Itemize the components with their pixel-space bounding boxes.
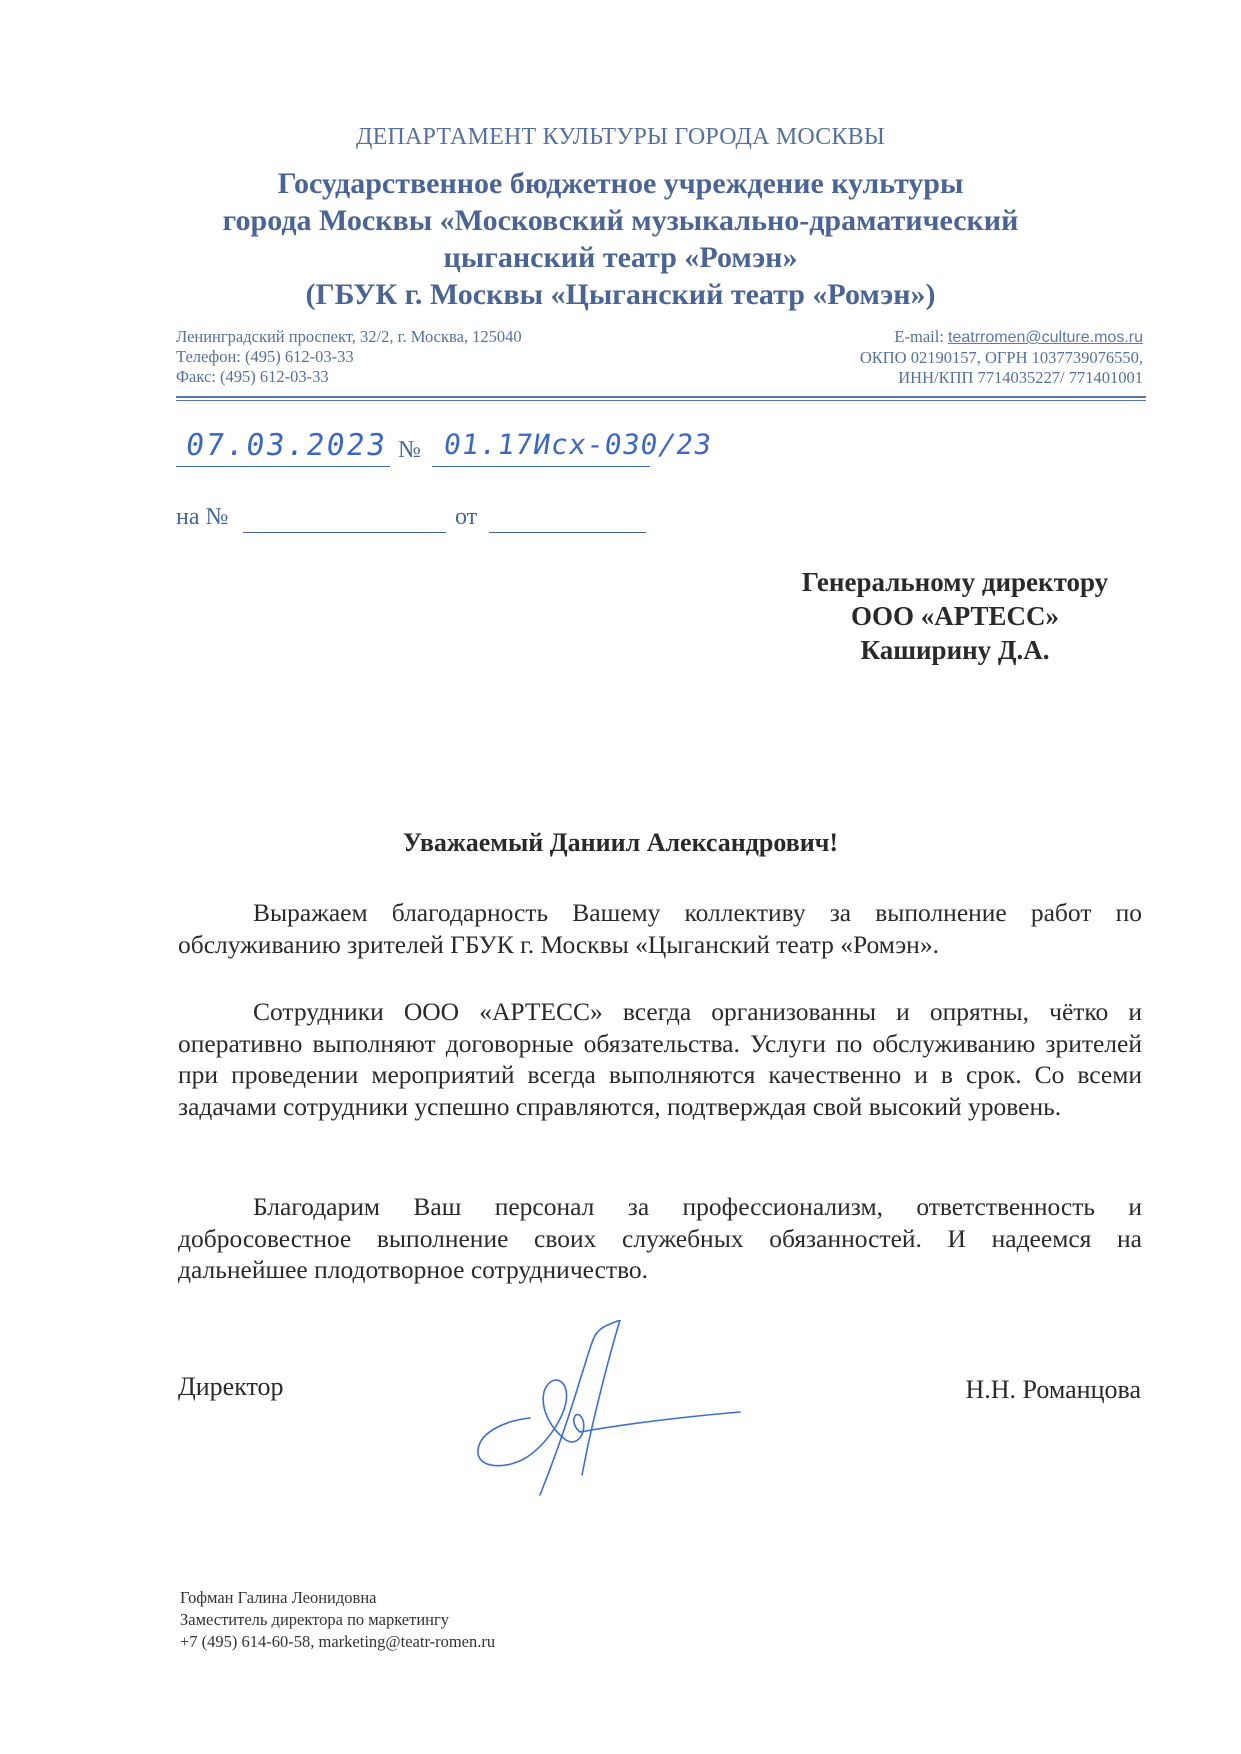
reference-number-blank [243,532,446,533]
contact-name: Гофман Галина Леонидовна [180,1588,377,1607]
organization-line: Государственное бюджетное учреждение культуры [277,167,964,200]
organization-line: города Москвы «Московский музыкально-драматический [222,204,1019,237]
body-paragraph: Благодарим Ваш персонал за профессионализм, ответственность и добросовестное выполнение своих служебных обязанностей. И надеемся на дальнейшее плодотворное сотрудничество. [178,1192,1142,1284]
reference-date-label: от [455,504,478,530]
fax: Факс: (495) 612-03-33 [176,367,329,386]
addressee-line: ООО «АРТЕСС» [850,601,1060,631]
signatory-title: Директор [178,1372,284,1401]
address: Ленинградский проспект, 32/2, г. Москва, 125040 [176,327,522,346]
greeting: Уважаемый Даниил Александрович! [402,828,839,857]
addressee-line: Каширину Д.А. [860,635,1050,665]
addressee-block [720,565,1190,667]
email-row [860,327,1143,348]
registration-date: 07.03.2023 [183,428,390,463]
contact-footer [180,1587,495,1653]
registration-number-label: № [398,437,421,463]
inn-kpp: ИНН/КПП 7714035227/ 771401001 [898,368,1143,387]
organization-line: (ГБУК г. Москвы «Цыганский театр «Ромэн») [305,278,936,311]
contacts-right [860,327,1143,388]
phone: Телефон: (495) 612-03-33 [176,347,354,366]
contacts-left [176,327,522,387]
organization-line: цыганский театр «Ромэн» [443,241,798,274]
department-name: ДЕПАРТАМЕНТ КУЛЬТУРЫ ГОРОДА МОСКВЫ [356,124,885,150]
letterhead-divider [176,396,1146,398]
registration-date-underline [176,466,390,467]
reference-date-blank [489,532,646,533]
reference-number-label: на № [176,504,229,530]
body-paragraph: Сотрудники ООО «АРТЕСС» всегда организованны и опрятны, чётко и оперативно выполняют договорные обязательства. Услуги по обслуживанию зрителей при проведении мероприятий всегда выполняются качественно и в срок. Со всеми задачами сотрудники успешно справляются, подтверждая свой высокий уровень. [178,997,1142,1121]
signatory-name: Н.Н. Романцова [965,1375,1141,1404]
registration-number: 01.17Исх-030/23 [441,428,715,461]
handwritten-signature [470,1320,750,1500]
email-link[interactable]: teatrromen@culture.mos.ru [948,329,1143,346]
addressee-line: Генеральному директору [801,567,1109,597]
body-paragraph: Выражаем благодарность Вашему коллективу за выполнение работ по обслуживанию зрителей ГБУК г. Москвы «Цыганский театр «Ромэн». [178,898,1142,959]
letterhead-divider-thin [176,400,1146,401]
okpo-ogrn: ОКПО 02190157, ОГРН 1037739076550, [859,348,1143,367]
contact-position: Заместитель директора по маркетингу [180,1610,450,1629]
contact-details: +7 (495) 614-60-58, marketing@teatr-romen.ru [180,1632,496,1651]
organization-name [0,165,1241,313]
email-label: E-mail: [894,327,944,346]
registration-number-underline [432,466,650,467]
